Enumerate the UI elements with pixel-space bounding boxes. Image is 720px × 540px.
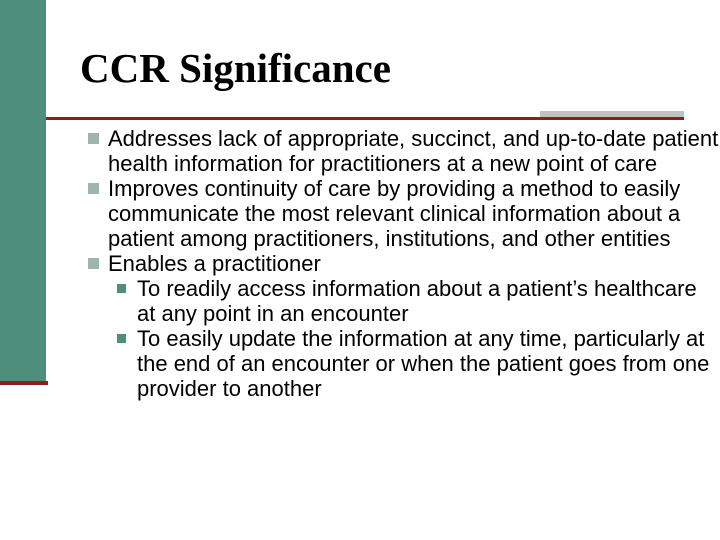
sub-bullet-text: To easily update the information at any time, particularly at the end of an encounter or when the patient goes from one provider to another bbox=[137, 326, 710, 401]
sub-bullet-item bbox=[88, 276, 720, 326]
square-subbullet-icon bbox=[117, 334, 126, 343]
bullet-text: Addresses lack of appropriate, succinct, and up-to-date patient health information for practitioners at a new point of care bbox=[108, 126, 719, 176]
bullet-item bbox=[88, 176, 720, 251]
sidebar-accent-line bbox=[0, 381, 48, 385]
bullet-text: Enables a practitioner bbox=[108, 251, 321, 276]
slide-title: CCR Significance bbox=[80, 45, 391, 91]
left-sidebar-bar bbox=[0, 0, 46, 381]
square-bullet-icon bbox=[88, 183, 99, 194]
bullet-item bbox=[88, 251, 720, 276]
square-bullet-icon bbox=[88, 258, 99, 269]
sub-bullet-text: To readily access information about a patient’s healthcare at any point in an encounter bbox=[137, 276, 697, 326]
bullet-item bbox=[88, 126, 720, 176]
sub-bullet-item bbox=[88, 326, 720, 401]
square-subbullet-icon bbox=[117, 284, 126, 293]
title-rule bbox=[46, 117, 684, 120]
square-bullet-icon bbox=[88, 133, 99, 144]
bullet-text: Improves continuity of care by providing a method to easily communicate the most relevant clinical information about a patient among practitioners, institutions, and other entities bbox=[108, 176, 681, 251]
slide-content bbox=[88, 126, 720, 401]
